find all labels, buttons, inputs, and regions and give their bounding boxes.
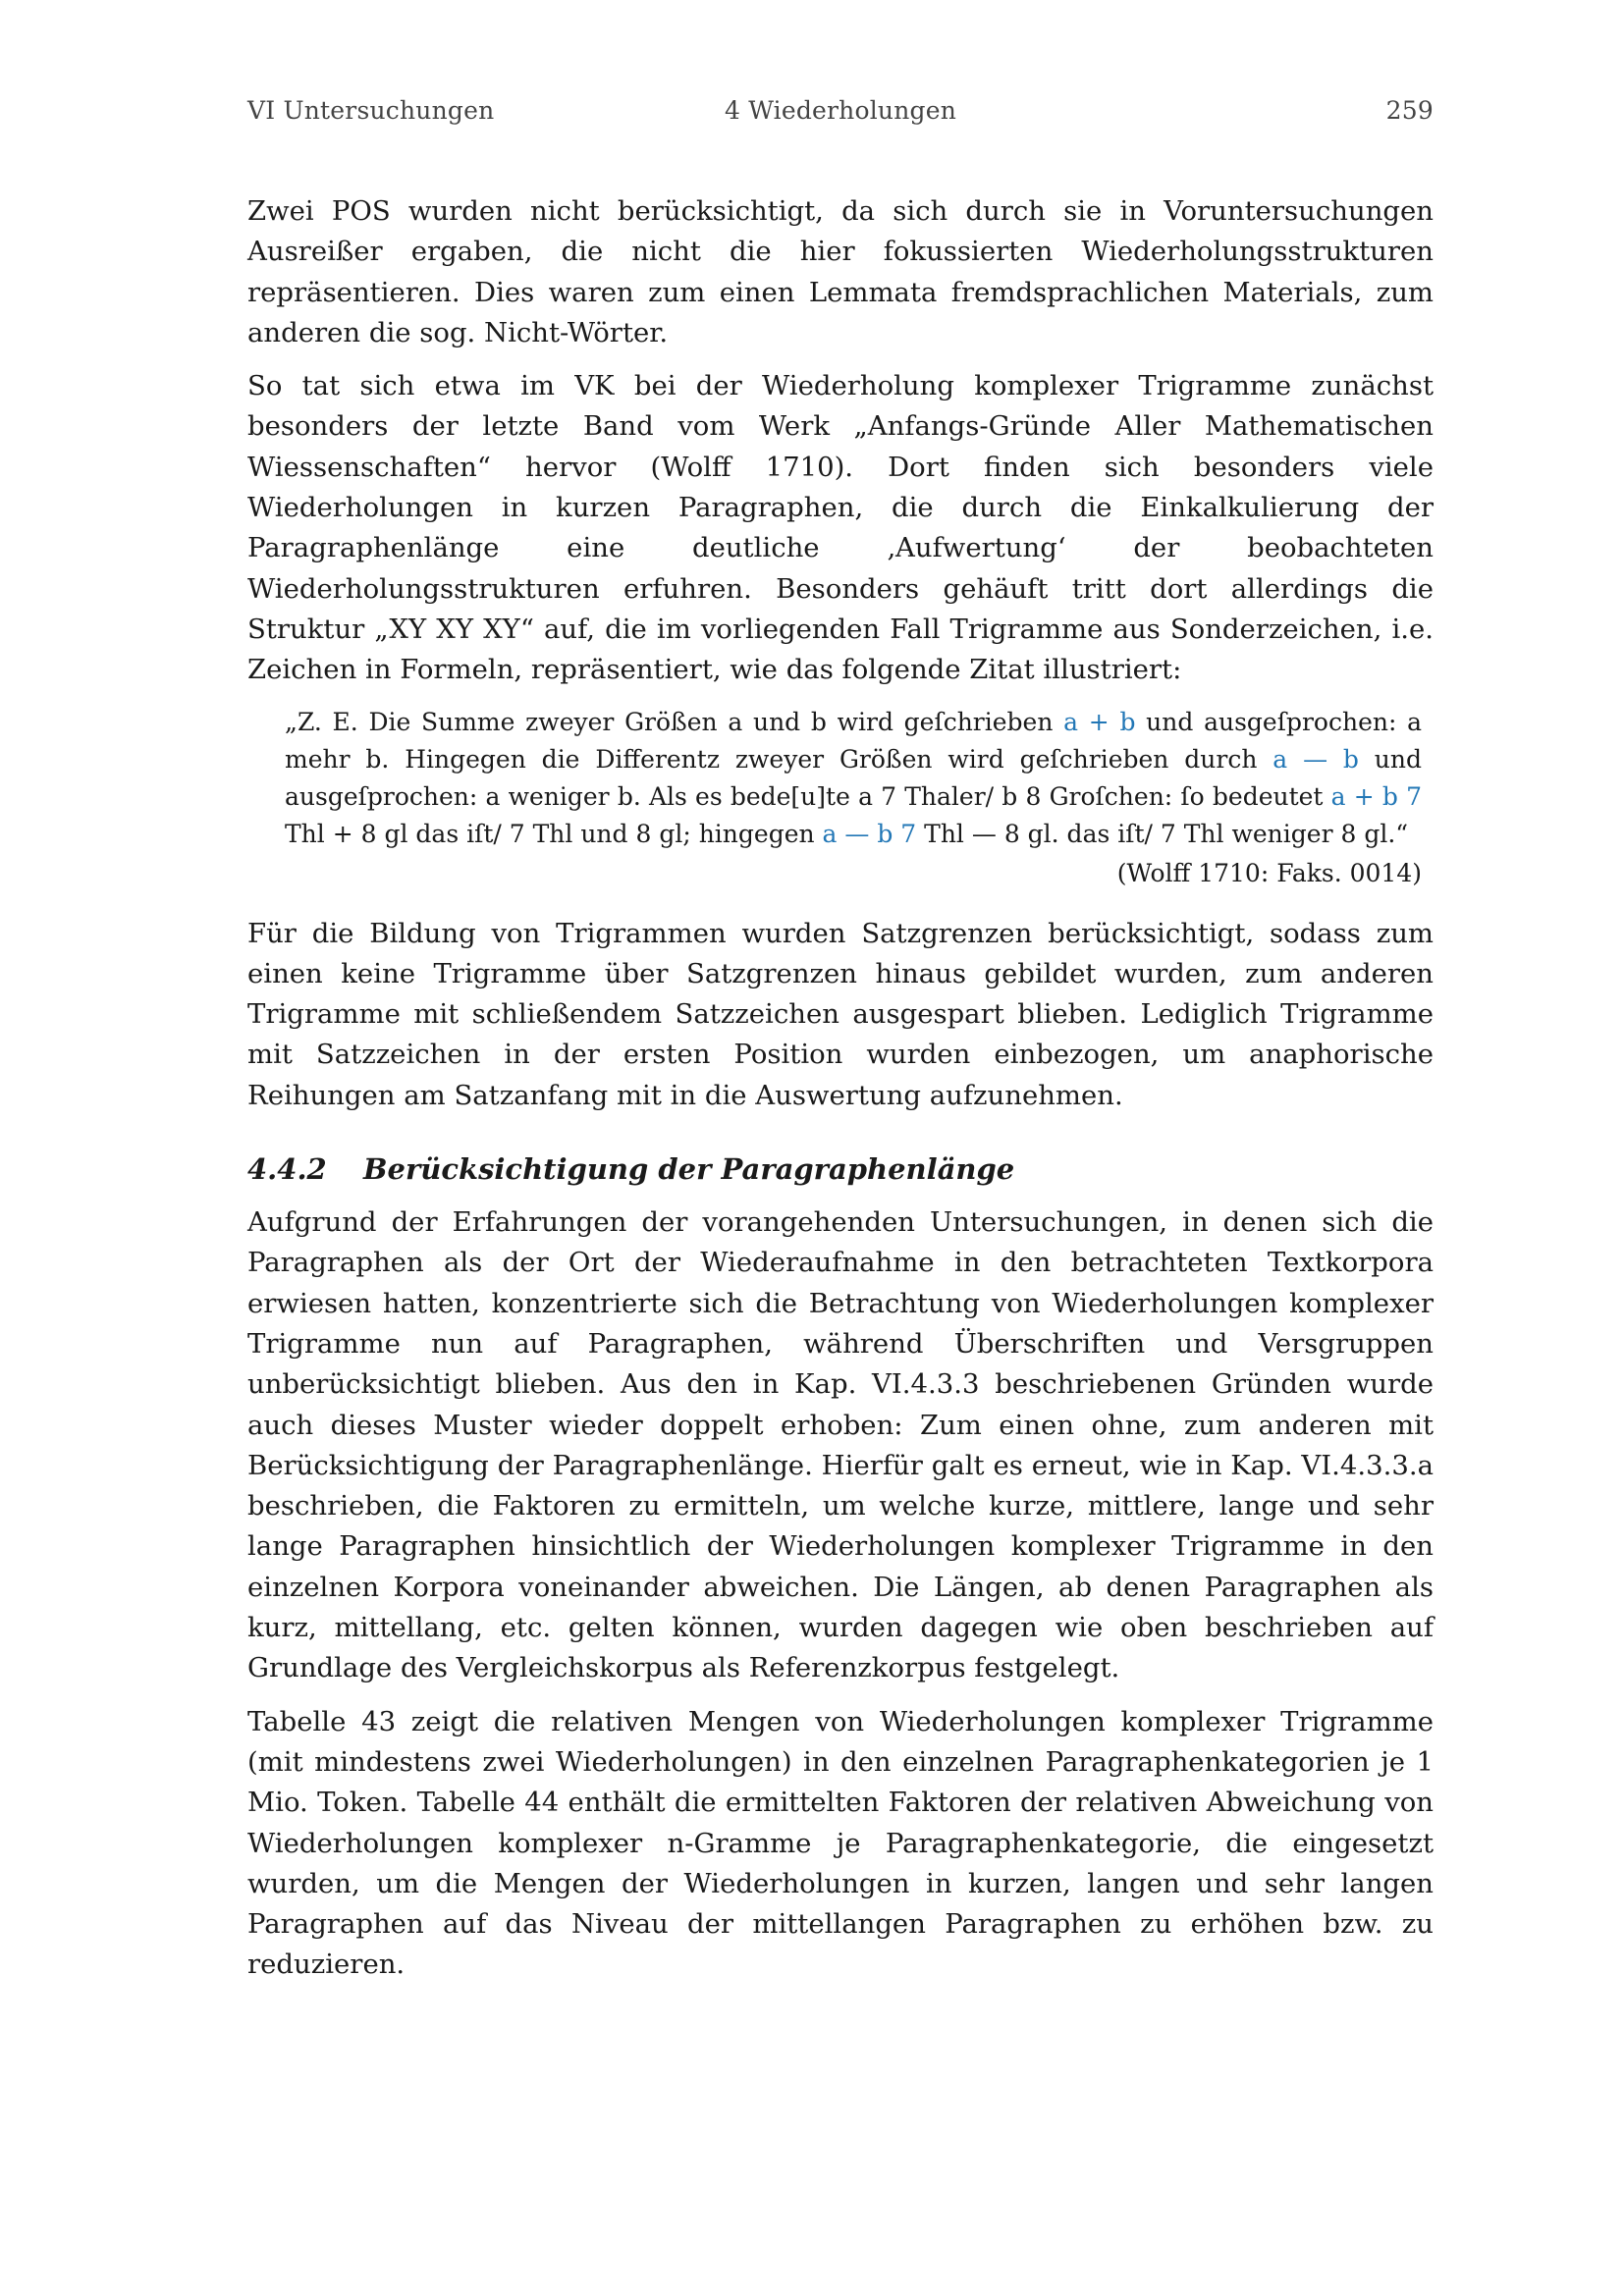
block-quote — [285, 704, 1422, 892]
quote-formula: a — b — [1272, 744, 1359, 774]
section-heading — [247, 1149, 1434, 1189]
quote-formula: a — b 7 — [822, 819, 917, 848]
paragraph-paragraph-length: Aufgrund der Erfahrungen der vorangehenden Untersuchungen, in denen sich die Paragraphen als der Ort der Wiederaufnahme in den betrachteten Textkorpora erwiesen hatten, konzentrierte sich die Betrachtung von Wiederholungen komplexer Trigramme nun auf Paragraphen, während Überschriften und Versgruppen unberücksichtigt blieben. Aus den in Kap. VI.4.3.3 beschriebenen Gründen wurde auch dieses Muster wieder doppelt erhoben: Zum einen ohne, zum anderen mit Berücksichtigung der Paragraphenlänge. Hierfür galt es erneut, wie in Kap. VI.4.3.3.a beschrieben, die Faktoren zu ermitteln, um welche kurze, mittlere, lange und sehr lange Paragraphen hinsichtlich der Wiederholungen komplexer Trigramme in den einzelnen Korpora voneinander abweichen. Die Längen, ab denen Paragraphen als kurz, mittellang, etc. gelten können, wurden dagegen wie oben beschrieben auf Grundlage des Vergleichskorpus als Referenzkorpus festgelegt. — [247, 1206, 1434, 1684]
running-header — [247, 96, 1434, 130]
section-title: Berücksichtigung der Paragraphenlänge — [363, 1152, 1015, 1187]
quote-segment: und ausgeſprochen: a mehr b. Hingegen die Differentz zweyer Größen wird geſchrieben durch — [285, 707, 1423, 774]
quote-segment: und ausgeſprochen: a weniger b. Als es bede[u]te a 7 Thaler/ b 8 Groſchen: ſo bedeutet — [285, 744, 1423, 811]
page-number: 259 — [1385, 96, 1434, 125]
paragraph-pos-exclusion: Zwei POS wurden nicht berücksichtigt, da sich durch sie in Voruntersuchungen Ausreißer ergaben, die nicht die hier fokussierten Wiederholungsstrukturen repräsentieren. Dies waren zum einen Lemmata fremdsprachlichen Materials, zum anderen die sog. Nicht-Wörter. — [247, 195, 1434, 348]
quote-segment: „Z. E. Die Summe zweyer Größen a und b wird geſchrieben — [285, 707, 1064, 736]
quote-formula: a + b — [1063, 707, 1136, 736]
quote-source: (Wolff 1710: Faks. 0014) — [1116, 858, 1422, 887]
quote-segment: Thl — 8 gl. das iſt/ 7 Thl weniger 8 gl.“ — [916, 819, 1409, 848]
paragraph-wolff-example: So tat sich etwa im VK bei der Wiederholung komplexer Trigramme zunächst besonders der letzte Band vom Werk „Anfangs-Gründe Aller Mathematischen Wiessenschaften“ hervor (Wolff 1710). Dort finden sich besonders viele Wiederholungen in kurzen Paragraphen, die durch die Einkalkulierung der Paragraphenlänge eine deutliche ‚Aufwertung‘ der beobachteten Wiederholungsstrukturen erfuhren. Besonders gehäuft tritt dort allerdings die Struktur „XY XY XY“ auf, die im vorliegenden Fall Trigramme aus Sonderzeichen, i.e. Zeichen in Formeln, repräsentiert, wie das folgende Zitat illustriert: — [247, 370, 1434, 686]
header-chapter: VI Untersuchungen — [247, 96, 495, 125]
quote-formula: a + b 7 — [1330, 781, 1422, 811]
section-number: 4.4.2 — [247, 1152, 327, 1187]
paragraph-sentence-boundaries: Für die Bildung von Trigrammen wurden Satzgrenzen berücksichtigt, sodass zum einen keine Trigramme über Satzgrenzen hinaus gebildet wurden, zum anderen Trigramme mit schließendem Satzzeichen ausgespart blieben. Lediglich Trigramme mit Satzzeichen in der ersten Position wurden einbezogen, um anaphorische Reihungen am Satzanfang mit in die Auswertung aufzunehmen. — [247, 917, 1434, 1111]
quote-text — [285, 704, 1422, 853]
page-body — [247, 191, 1434, 1999]
header-section: 4 Wiederholungen — [724, 96, 957, 125]
paragraph-tables: Tabelle 43 zeigt die relativen Mengen von Wiederholungen komplexer Trigramme (mit mindestens zwei Wiederholungen) in den einzelnen Paragraphenkategorien je 1 Mio. Token. Tabelle 44 enthält die ermittelten Faktoren der relativen Abweichung von Wiederholungen komplexer n-Gramme je Paragraphenkategorie, die eingesetzt wurden, um die Mengen der Wiederholungen in kurzen, langen und sehr langen Paragraphen auf das Niveau der mittellangen Paragraphen zu erhöhen bzw. zu reduzieren. — [247, 1705, 1434, 1981]
quote-segment: Thl + 8 gl das iſt/ 7 Thl und 8 gl; hingegen — [285, 819, 823, 848]
